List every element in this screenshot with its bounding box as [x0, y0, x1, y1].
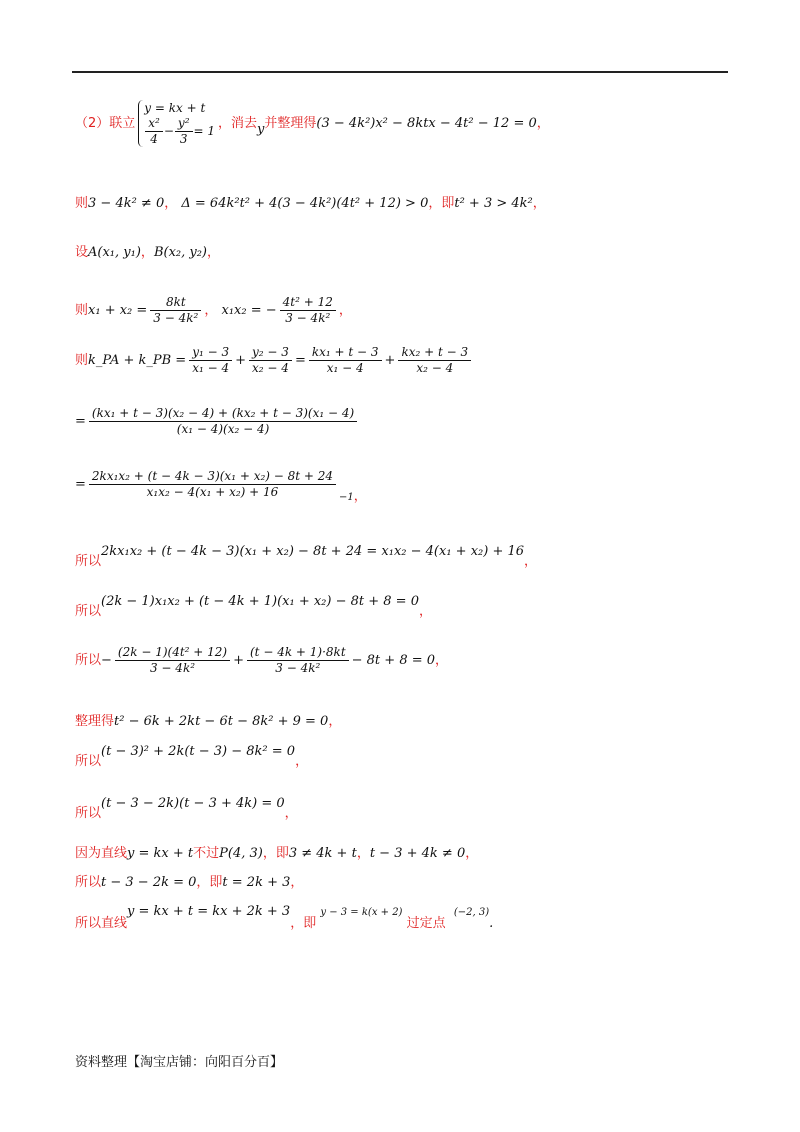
line-substituted: 所以− $\frac{\text{(2k − 1)(4t² + 12)}}{\text{3 − 4k²}}$ + $\frac{(t - 4k + 1)\cdot 8kt}{\text{3 − 4k²}}$ − 8t + 8 = 0，: [75, 645, 449, 675]
line-solution-t: 所以t − 3 − 2k = 0，即t = 2k + 3，: [75, 875, 304, 890]
line-condition: 因为直线y = kx + t不过P(4, 3)，即3 ≠ 4k + t，t − 3 + 4k ≠ 0，: [75, 846, 479, 861]
line-discriminant: 则3 − 4k² ≠ 0， Δ = 64k²t² + 4(3 − 4k²)(4t² + 12) > 0，即t² + 3 > 4k²，: [75, 196, 546, 211]
line-equation-2: 所以(2k − 1)x₁x₂ + (t − 4k + 1)(x₁ + x₂) − 8t + 8 = 0，: [75, 594, 432, 619]
line-factored: 所以(t − 3 − 2k)(t − 3 + 4k) = 0，: [75, 796, 298, 821]
line-quadratic: 所以(t − 3)² + 2k(t − 3) − 8k² = 0，: [75, 744, 309, 769]
line-fixed-point: 所以直线y = kx + t = kx + 2k + 3，即 y − 3 = k(x + 2) 过定点 (−2, 3).: [75, 904, 494, 931]
equation-system: y = kx + t $\frac{\text{x²}}{4}$ − $\frac{\text{y²}}{3}$ = 1: [138, 100, 215, 147]
line-points: 设A(x₁, y₁)，B(x₂, y₂)，: [75, 245, 221, 260]
header-rule: [72, 71, 728, 73]
line-slope-sum: 则k_PA + k_PB = $\frac{\text{y₁ − 3}}{\text{x₁ − 4}}$ + $\frac{\text{y₂ − 3}}{\text{x₂ − 4}}$ = $\frac{\text{kx₁ + t − 3}}{\text{x₁ − 4}}$ + $\frac{\text{kx₂ + t − 3}}{\text{x₂ − 4}}$: [75, 345, 474, 376]
line-vieta: 则x₁ + x₂ = $\frac{8kt}{\text{3 − 4k²}}$ ， x₁x₂ = − $\frac{\text{4t² + 12}}{\text{3 − 4k²}}$ ，: [75, 295, 352, 325]
line-simplified: 整理得t² − 6k + 2kt − 6t − 8k² + 9 = 0，: [75, 714, 342, 729]
footer-source: 资料整理【淘宝店铺：向阳百分百】: [75, 1055, 284, 1070]
line-equation-1: 所以2kx₁x₂ + (t − 4k − 3)(x₁ + x₂) − 8t + 24 = x₁x₂ − 4(x₁ + x₂) + 16，: [75, 544, 538, 569]
line-system: （2）联立 y = kx + t $\frac{\text{x²}}{4}$ − $\frac{\text{y²}}{3}$ = 1 ，消去y并整理得(3 − 4k²)x² − 8ktx − 4t² − 12 = 0，: [75, 101, 550, 146]
line-expanded-fraction: = $\frac{\text{2kx₁x₂ + (t − 4k − 3)(x₁ + x₂) − 8t + 24}}{\text{x₁x₂ − 4(x₁ + x₂) + 16}}$ $_{-1}$，: [75, 469, 367, 504]
line-combined-fraction: = $\frac{\text{(kx₁ + t − 3)(x₂ − 4) + (kx₂ + t − 3)(x₁ − 4)}}{\text{(x₁ − 4)(x₂ − 4)}}$: [75, 406, 360, 437]
